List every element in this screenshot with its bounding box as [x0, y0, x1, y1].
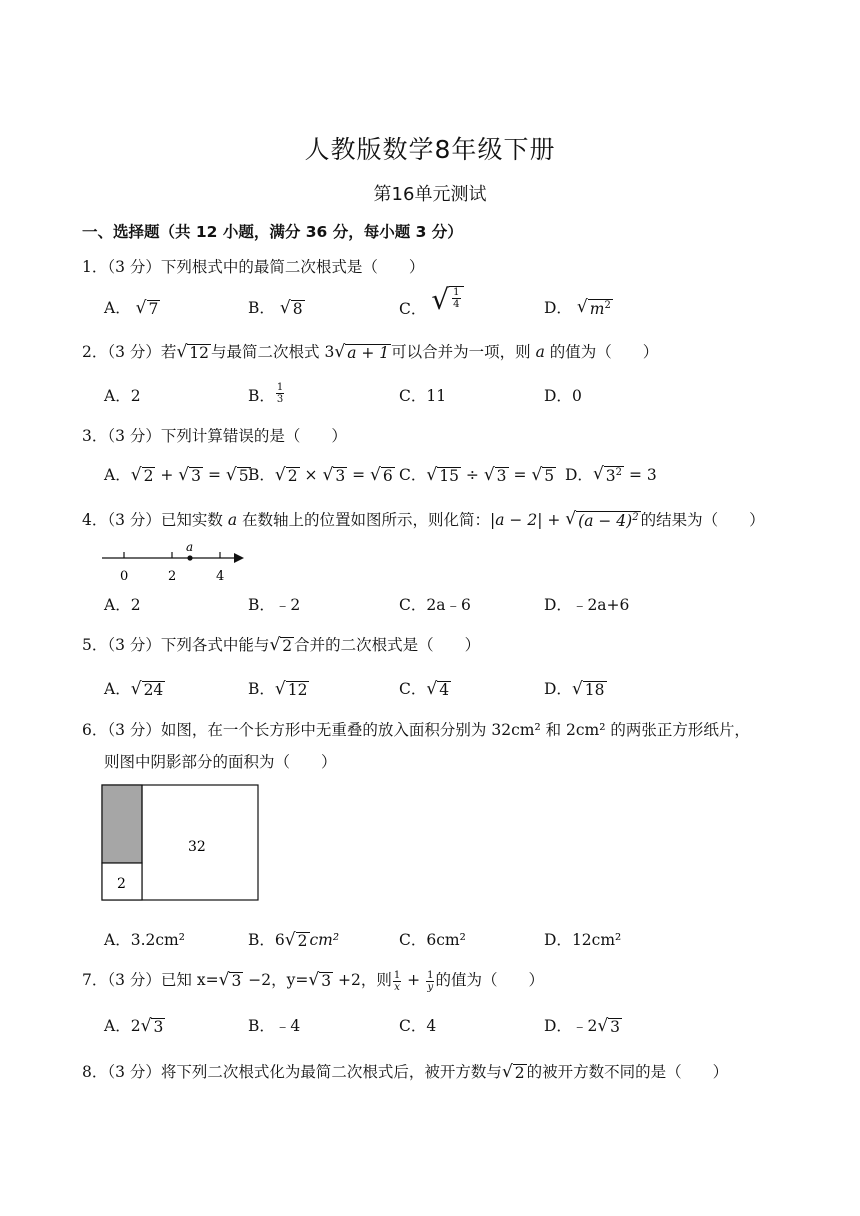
option-a: A．2 √ 3 — [104, 1015, 164, 1036]
question-2: 2．（3 分）若 √ 12 与最简二次根式 3 √ a + 1 可以合并为一项，则 a 的值为（ ） — [82, 341, 659, 362]
option-a: A．2 — [104, 387, 141, 405]
small-square-label: 2 — [117, 876, 126, 892]
option-d: D． √ 18 — [544, 678, 605, 699]
option-d: D． √ $m^2$ — [544, 297, 611, 319]
question-3: 3．（3 分）下列计算错误的是（ ） — [82, 427, 347, 445]
section-heading: 一、选择题（共 12 小题，满分 36 分，每小题 3 分） — [82, 223, 463, 241]
option-a: A．2 — [104, 596, 141, 614]
rectangle-figure — [101, 784, 261, 902]
sqrt-expr: √ $\frac{1}{4}$ — [431, 286, 463, 314]
question-4: 4．（3 分）已知实数 a 在数轴上的位置如图所示，则化简：|a − 2| + √ $(a - 4)^2$ 的结果为（ ） — [82, 509, 765, 531]
option-b: B． √ 8 — [248, 297, 303, 318]
option-d: D．0 — [544, 387, 582, 405]
document-title: 人教版数学8年级下册 — [304, 135, 556, 164]
tick-label-0: 0 — [120, 569, 129, 584]
option-d: D．﹣2 √ 3 — [544, 1015, 621, 1036]
question-5: 5．（3 分）下列各式中能与 √ 2 合并的二次根式是（ ） — [82, 634, 481, 655]
tick-label-4: 4 — [216, 569, 225, 584]
option-b: B．6 √ 2 cm² — [248, 929, 340, 950]
sqrt-expr: √ 8 — [279, 297, 303, 318]
option-b: B．﹣4 — [248, 1017, 301, 1035]
option-c: C．11 — [399, 387, 447, 405]
option-a: A． √ 24 — [104, 678, 164, 699]
number-line-figure — [98, 538, 258, 586]
option-d: D． √ $3^2$ = 3 — [565, 464, 657, 486]
option-c: C． √ 15 ÷ √ 3 = √ 5 — [399, 464, 555, 485]
option-c: C． √ $\frac{1}{4}$ — [399, 286, 464, 314]
question-1 — [82, 255, 424, 277]
option-c: C．2a﹣6 — [399, 596, 471, 614]
option-a: A． √ 7 — [104, 297, 159, 318]
question-6: 6．（3 分）如图，在一个长方形中无重叠的放入面积分别为 32cm² 和 2cm² 的两张正方形纸片， — [82, 721, 750, 739]
option-b: B． √ 12 — [248, 678, 308, 699]
option-b: B． √ 2 × √ 3 = √ 6 — [248, 464, 393, 485]
sqrt-expr: √ 12 — [176, 341, 210, 362]
sqrt-expr: √ 7 — [135, 297, 159, 318]
option-d: D．12cm² — [544, 931, 622, 949]
sqrt-expr: √ a + 1 — [334, 341, 390, 362]
option-c: C． √ 4 — [399, 678, 450, 699]
option-b: B．﹣2 — [248, 596, 301, 614]
sqrt-expr: √ $m^2$ — [576, 297, 611, 319]
point-label: a — [186, 540, 194, 554]
tick-label-2: 2 — [168, 569, 177, 584]
question-6-line2: 则图中阴影部分的面积为（ ） — [104, 753, 337, 771]
question-text: 下列根式中的最简二次根式是（ ） — [160, 258, 425, 276]
question-8: 8．（3 分）将下列二次根式化为最简二次根式后，被开方数与 √ 2 的被开方数不同的是（ ） — [82, 1061, 729, 1082]
question-7: 7．（3 分）已知 x= √ 3 −2，y= √ 3 +2，则 $\frac{1}{x}$ + $\frac{1}{y}$ 的值为（ ） — [82, 969, 544, 993]
shaded-region — [102, 785, 142, 863]
point-a — [187, 555, 192, 560]
option-b: B． $\frac{1}{3}$ — [248, 381, 284, 405]
big-square-label: 32 — [188, 839, 206, 855]
option-d: D．﹣2a+6 — [544, 596, 630, 614]
option-a: A． √ 2 + √ 3 = √ 5 — [104, 464, 249, 485]
question-points: （3 分） — [107, 258, 161, 276]
arrow-icon — [234, 553, 244, 563]
option-a: A．3.2cm² — [104, 931, 185, 949]
document-subtitle: 第16单元测试 — [373, 184, 487, 205]
question-number: 1． — [82, 258, 108, 276]
option-c: C．6cm² — [399, 931, 466, 949]
option-c: C．4 — [399, 1017, 437, 1035]
